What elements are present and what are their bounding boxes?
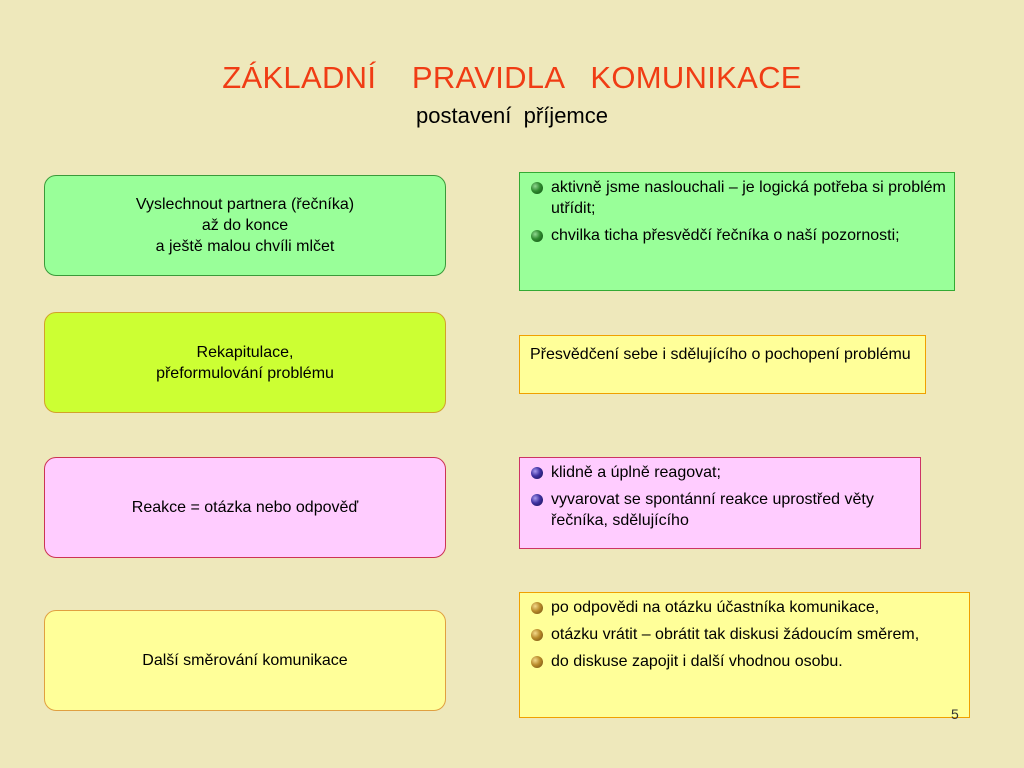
rule-text: Rekapitulace, přeformulování problému <box>156 343 334 382</box>
detail-text: Přesvědčení sebe i sdělujícího o pochopení problému <box>530 346 911 363</box>
rule-text: Další směrování komunikace <box>142 652 348 669</box>
list-item <box>530 651 961 672</box>
list-item-text: do diskuse zapojit i další vhodnou osobu. <box>551 653 843 670</box>
green-ball-bullet-icon <box>531 230 543 242</box>
gold-ball-bullet-icon <box>531 629 543 641</box>
list-item-text: klidně a úplně reagovat; <box>551 464 721 481</box>
list-item <box>530 177 946 219</box>
purple-ball-bullet-icon <box>531 467 543 479</box>
list-item-text: aktivně jsme naslouchali – je logická potřeba si problém utřídit; <box>551 179 946 217</box>
green-ball-bullet-icon <box>531 182 543 194</box>
rule-text: Vyslechnout partnera (řečníka) až do konce a ještě malou chvíli mlčet <box>135 196 355 255</box>
list-item <box>530 624 961 645</box>
rule-box-recap <box>44 312 446 413</box>
slide-subtitle: postavení příjemce <box>416 103 608 128</box>
list-item <box>530 489 912 531</box>
rule-text: Reakce = otázka nebo odpověď <box>131 499 359 516</box>
list-item-text: po odpovědi na otázku účastníka komunikace, <box>551 599 880 616</box>
rule-box-listen <box>44 175 446 276</box>
rule-box-direction <box>44 610 446 711</box>
list-item <box>530 597 961 618</box>
purple-ball-bullet-icon <box>531 494 543 506</box>
detail-box-direction <box>519 592 970 718</box>
list-item-text: otázku vrátit – obrátit tak diskusi žádoucím směrem, <box>551 626 920 643</box>
slide-title: ZÁKLADNÍ PRAVIDLA KOMUNIKACE <box>222 60 802 95</box>
page-number: 5 <box>951 706 959 722</box>
detail-box-recap <box>519 335 926 394</box>
list-item <box>530 225 946 246</box>
gold-ball-bullet-icon <box>531 602 543 614</box>
list-item-text: chvilka ticha přesvědčí řečníka o naší pozornosti; <box>551 227 900 244</box>
list-item-text: vyvarovat se spontánní reakce uprostřed věty řečníka, sdělujícího <box>551 491 874 529</box>
gold-ball-bullet-icon <box>531 656 543 668</box>
list-item <box>530 462 912 483</box>
detail-box-reaction <box>519 457 921 549</box>
detail-box-listen <box>519 172 955 291</box>
rule-box-reaction <box>44 457 446 558</box>
